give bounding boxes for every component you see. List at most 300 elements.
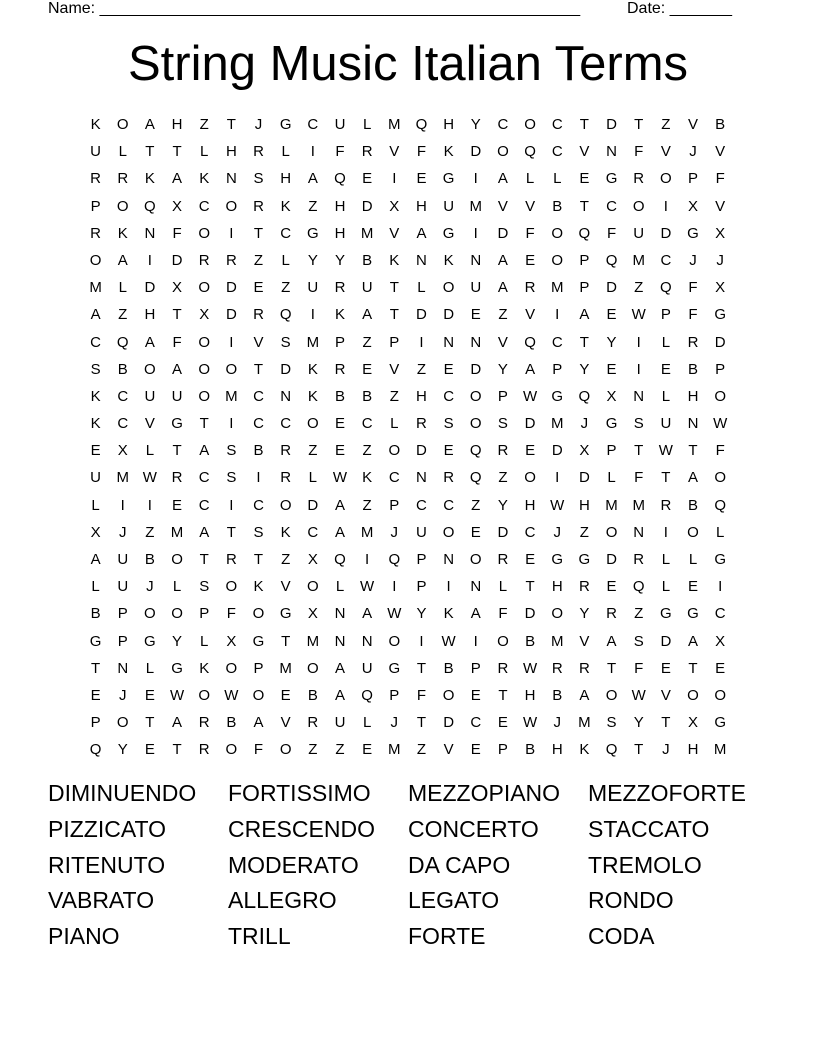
grid-letter: E: [660, 659, 671, 677]
name-field-label: Name: ______________________________________________________: [48, 0, 581, 17]
grid-letter: H: [144, 306, 156, 324]
grid-letter: M: [632, 251, 645, 269]
grid-letter: N: [117, 659, 129, 677]
grid-row: [82, 138, 734, 165]
grid-letter: B: [688, 360, 699, 378]
grid-letter: B: [715, 116, 726, 133]
grid-letter: C: [117, 387, 129, 405]
grid-letter: D: [443, 714, 455, 732]
grid-letter: C: [307, 116, 319, 133]
word-bank-item: FORTE: [408, 923, 486, 950]
grid-letter: E: [497, 714, 508, 732]
grid-letter: S: [253, 523, 264, 541]
grid-letter: G: [605, 415, 618, 433]
grid-letter: L: [281, 143, 290, 161]
grid-letter: W: [658, 442, 673, 460]
grid-letter: J: [390, 523, 399, 541]
grid-letter: A: [307, 170, 318, 188]
grid-letter: A: [199, 442, 210, 460]
word-search-grid: [82, 111, 734, 764]
grid-letter: D: [361, 197, 373, 215]
grid-letter: Z: [362, 496, 372, 514]
grid-letter: Q: [578, 387, 591, 405]
grid-letter: W: [360, 578, 375, 596]
grid-letter: E: [525, 442, 536, 460]
grid-letter: O: [660, 170, 672, 188]
grid-letter: P: [497, 387, 508, 405]
grid-letter: Z: [634, 605, 644, 623]
grid-letter: I: [473, 632, 478, 650]
grid-letter: B: [117, 360, 128, 378]
word-bank-item: DIMINUENDO: [48, 780, 197, 806]
grid-letter: I: [473, 224, 478, 242]
grid-letter: T: [199, 551, 209, 568]
grid-letter: C: [551, 143, 563, 161]
grid-letter: S: [90, 360, 101, 378]
grid-letter: R: [198, 251, 210, 269]
grid-letter: U: [90, 143, 101, 161]
grid-letter: R: [307, 714, 319, 732]
grid-letter: C: [280, 415, 292, 433]
grid-letter: N: [443, 551, 455, 568]
grid-letter: L: [200, 632, 209, 650]
grid-letter: O: [198, 360, 211, 378]
grid-letter: G: [306, 224, 319, 242]
grid-letter: F: [525, 224, 535, 242]
grid-letter: P: [90, 714, 101, 732]
grid-letter: O: [714, 387, 726, 405]
grid-letter: O: [469, 415, 482, 433]
word-bank-item: VABRATO: [48, 887, 155, 914]
grid-letter: V: [389, 143, 400, 161]
grid-row: [82, 546, 734, 573]
grid-letter: N: [334, 632, 346, 650]
grid-letter: A: [470, 605, 481, 623]
grid-letter: X: [606, 387, 617, 405]
grid-letter: H: [171, 116, 183, 133]
grid-letter: I: [663, 197, 668, 215]
grid-letter: B: [688, 496, 699, 514]
grid-letter: F: [688, 279, 698, 297]
grid-letter: Y: [579, 605, 590, 623]
grid-letter: D: [551, 442, 563, 460]
grid-row: [82, 628, 734, 655]
grid-letter: T: [199, 415, 209, 433]
grid-letter: F: [253, 741, 264, 759]
grid-letter: O: [632, 197, 645, 215]
grid-letter: Q: [578, 224, 591, 242]
grid-letter: I: [419, 333, 424, 351]
grid-letter: T: [661, 714, 671, 732]
grid-letter: F: [634, 469, 644, 487]
grid-letter: O: [687, 686, 699, 704]
grid-letter: U: [416, 523, 427, 541]
grid-letter: E: [280, 686, 291, 704]
grid-row: [82, 329, 734, 356]
grid-letter: L: [553, 170, 562, 188]
grid-letter: O: [225, 741, 238, 759]
grid-letter: K: [362, 469, 373, 487]
grid-letter: P: [90, 197, 101, 215]
grid-letter: D: [443, 306, 455, 324]
grid-letter: Z: [362, 442, 372, 460]
grid-letter: I: [663, 523, 668, 541]
grid-letter: Z: [308, 442, 318, 460]
grid-letter: R: [198, 714, 210, 732]
word-bank-item: PIANO: [48, 923, 120, 950]
grid-letter: D: [225, 279, 237, 297]
grid-letter: D: [606, 279, 617, 297]
grid-letter: N: [280, 387, 292, 405]
grid-letter: P: [497, 741, 508, 759]
grid-letter: Y: [334, 251, 345, 269]
grid-letter: N: [144, 224, 156, 242]
grid-letter: W: [224, 686, 239, 704]
grid-letter: T: [253, 360, 264, 378]
grid-letter: J: [662, 741, 670, 759]
grid-letter: K: [90, 116, 101, 133]
grid-row: [82, 464, 734, 491]
grid-letter: I: [256, 469, 261, 487]
grid-letter: F: [226, 605, 236, 623]
grid-letter: I: [229, 496, 234, 514]
grid-letter: E: [334, 415, 345, 433]
grid-letter: I: [636, 333, 641, 351]
grid-letter: V: [660, 143, 671, 161]
grid-letter: T: [634, 442, 644, 460]
grid-letter: P: [470, 659, 481, 677]
grid-letter: X: [199, 306, 210, 324]
grid-letter: S: [253, 170, 264, 188]
grid-letter: I: [147, 496, 152, 514]
grid-letter: G: [171, 415, 183, 433]
grid-letter: Z: [145, 523, 155, 541]
grid-letter: E: [90, 686, 101, 704]
grid-letter: E: [606, 360, 617, 378]
grid-letter: T: [145, 143, 155, 161]
grid-letter: O: [225, 197, 238, 215]
grid-letter: I: [555, 306, 560, 324]
grid-letter: U: [334, 714, 346, 732]
grid-row: [82, 383, 734, 410]
grid-letter: K: [307, 387, 318, 405]
grid-letter: O: [442, 523, 455, 541]
grid-letter: M: [550, 632, 564, 650]
grid-letter: X: [389, 197, 400, 215]
grid-letter: U: [660, 415, 672, 433]
grid-letter: N: [470, 333, 482, 351]
grid-letter: G: [605, 170, 618, 188]
grid-letter: C: [253, 496, 264, 514]
grid-letter: P: [579, 279, 590, 297]
grid-row: [82, 655, 734, 682]
grid-letter: H: [416, 387, 427, 405]
grid-letter: B: [552, 197, 563, 215]
grid-letter: R: [497, 659, 509, 677]
grid-letter: O: [225, 578, 238, 596]
grid-letter: D: [606, 116, 617, 133]
grid-letter: K: [199, 659, 210, 677]
grid-letter: Z: [579, 523, 589, 541]
grid-letter: K: [144, 170, 155, 188]
word-bank-item: RONDO: [588, 887, 674, 914]
grid-letter: E: [470, 686, 481, 704]
grid-letter: V: [525, 197, 536, 215]
grid-letter: D: [416, 306, 427, 324]
grid-letter: W: [522, 387, 538, 405]
grid-letter: M: [170, 523, 184, 541]
grid-letter: I: [365, 551, 370, 568]
grid-letter: W: [631, 306, 646, 324]
grid-letter: H: [416, 197, 427, 215]
grid-letter: K: [334, 306, 345, 324]
grid-letter: K: [253, 578, 264, 596]
grid-letter: M: [116, 469, 129, 487]
grid-letter: G: [714, 551, 726, 568]
grid-letter: G: [687, 224, 699, 242]
grid-letter: C: [117, 415, 129, 433]
grid-letter: W: [332, 469, 348, 487]
grid-letter: O: [198, 686, 211, 704]
grid-letter: B: [144, 551, 155, 568]
grid-letter: T: [253, 224, 264, 242]
grid-letter: C: [90, 333, 101, 351]
grid-letter: R: [90, 224, 101, 242]
grid-letter: R: [633, 170, 645, 188]
grid-letter: L: [118, 279, 127, 297]
grid-letter: O: [551, 251, 564, 269]
grid-letter: R: [633, 551, 645, 568]
grid-letter: S: [226, 442, 237, 460]
grid-letter: P: [416, 578, 427, 596]
grid-letter: R: [606, 605, 617, 623]
grid-letter: T: [688, 442, 698, 460]
word-bank-item: CRESCENDO: [228, 815, 375, 842]
grid-letter: A: [144, 333, 155, 351]
grid-letter: Z: [471, 496, 481, 514]
grid-letter: J: [689, 251, 697, 269]
grid-letter: T: [579, 333, 589, 351]
grid-row: [82, 165, 734, 192]
grid-letter: C: [198, 496, 210, 514]
grid-letter: Z: [308, 741, 318, 759]
word-bank-item: CODA: [588, 923, 655, 950]
grid-letter: E: [362, 360, 373, 378]
grid-letter: X: [579, 442, 590, 460]
grid-letter: P: [117, 605, 128, 623]
grid-letter: F: [172, 224, 182, 242]
grid-letter: R: [280, 442, 292, 460]
grid-letter: I: [555, 469, 560, 487]
grid-letter: V: [525, 306, 536, 324]
grid-letter: R: [578, 659, 590, 677]
grid-row: [82, 356, 734, 383]
grid-letter: C: [361, 415, 373, 433]
grid-letter: K: [443, 143, 454, 161]
grid-letter: W: [713, 415, 728, 433]
grid-letter: R: [334, 360, 346, 378]
grid-letter: D: [416, 442, 427, 460]
grid-letter: O: [144, 360, 156, 378]
grid-letter: T: [90, 659, 101, 677]
grid-letter: B: [443, 659, 454, 677]
grid-letter: C: [714, 605, 726, 623]
grid-letter: Z: [118, 306, 128, 324]
grid-letter: A: [117, 251, 128, 269]
grid-letter: U: [443, 197, 455, 215]
grid-letter: O: [388, 632, 401, 650]
grid-letter: V: [280, 714, 291, 732]
grid-letter: T: [416, 659, 427, 677]
grid-letter: P: [552, 360, 563, 378]
grid-letter: N: [225, 170, 237, 188]
grid-letter: I: [310, 306, 315, 324]
word-bank-item: ALLEGRO: [228, 887, 337, 914]
grid-letter: T: [579, 197, 589, 215]
grid-letter: R: [524, 279, 536, 297]
grid-letter: W: [441, 632, 456, 650]
grid-letter: T: [145, 714, 155, 732]
grid-letter: O: [198, 224, 211, 242]
grid-letter: H: [551, 741, 563, 759]
grid-letter: C: [606, 197, 617, 215]
grid-letter: Q: [714, 496, 726, 514]
grid-letter: O: [388, 442, 401, 460]
grid-letter: C: [497, 116, 509, 133]
grid-letter: C: [280, 224, 292, 242]
grid-letter: R: [253, 197, 264, 215]
grid-letter: J: [118, 523, 127, 541]
grid-letter: N: [416, 251, 427, 269]
grid-letter: Z: [362, 333, 372, 351]
grid-letter: O: [497, 632, 509, 650]
grid-letter: E: [362, 170, 373, 188]
grid-letter: M: [578, 714, 591, 732]
grid-letter: B: [525, 741, 536, 759]
grid-letter: H: [280, 170, 292, 188]
grid-letter: X: [715, 279, 726, 297]
grid-letter: E: [144, 686, 155, 704]
grid-letter: A: [606, 632, 617, 650]
grid-letter: T: [172, 442, 182, 460]
grid-letter: T: [416, 714, 427, 732]
grid-letter: T: [172, 306, 182, 324]
grid-row: [82, 274, 734, 301]
grid-letter: R: [361, 143, 373, 161]
grid-letter: L: [417, 279, 426, 297]
grid-letter: V: [688, 116, 699, 133]
grid-letter: G: [660, 605, 672, 623]
grid-letter: O: [605, 523, 618, 541]
grid-letter: H: [687, 387, 699, 405]
grid-letter: D: [470, 143, 482, 161]
grid-letter: B: [226, 714, 237, 732]
grid-letter: G: [89, 632, 102, 650]
grid-letter: T: [172, 741, 182, 759]
word-bank-item: DA CAPO: [408, 851, 511, 878]
grid-letter: T: [661, 469, 671, 487]
grid-letter: L: [688, 551, 698, 568]
grid-letter: W: [522, 714, 538, 732]
grid-letter: A: [90, 551, 101, 568]
grid-letter: E: [525, 251, 536, 269]
grid-letter: E: [606, 306, 617, 324]
grid-letter: F: [688, 306, 698, 324]
grid-letter: S: [606, 714, 617, 732]
grid-letter: T: [525, 578, 535, 596]
grid-letter: L: [498, 578, 508, 596]
grid-letter: V: [497, 333, 508, 351]
grid-letter: O: [171, 551, 183, 568]
grid-letter: H: [524, 496, 536, 514]
grid-letter: M: [89, 279, 102, 297]
grid-letter: B: [362, 251, 373, 269]
grid-letter: L: [716, 523, 725, 541]
grid-letter: M: [469, 197, 483, 215]
word-bank-item: RITENUTO: [48, 851, 166, 878]
grid-letter: A: [253, 714, 264, 732]
grid-row: [82, 682, 734, 709]
grid-letter: J: [254, 116, 263, 133]
grid-letter: A: [199, 523, 210, 541]
grid-letter: V: [715, 197, 726, 215]
grid-letter: R: [198, 741, 210, 759]
grid-letter: G: [144, 632, 156, 650]
grid-letter: C: [198, 197, 210, 215]
grid-letter: P: [199, 605, 210, 623]
grid-letter: E: [443, 360, 454, 378]
grid-letter: W: [522, 659, 538, 677]
grid-row: [82, 247, 734, 274]
grid-letter: V: [660, 686, 671, 704]
grid-letter: U: [361, 659, 373, 677]
grid-letter: O: [144, 605, 156, 623]
grid-letter: V: [715, 143, 726, 161]
grid-letter: F: [335, 143, 345, 161]
grid-letter: T: [606, 659, 617, 677]
grid-letter: D: [497, 224, 509, 242]
grid-letter: J: [118, 686, 127, 704]
grid-letter: E: [470, 523, 481, 541]
grid-letter: A: [172, 170, 183, 188]
grid-letter: X: [90, 523, 101, 541]
grid-letter: Z: [498, 469, 508, 487]
grid-letter: R: [280, 469, 292, 487]
grid-letter: A: [334, 659, 345, 677]
grid-letter: S: [226, 469, 237, 487]
grid-letter: F: [416, 143, 427, 161]
grid-letter: V: [253, 333, 264, 351]
grid-letter: U: [334, 116, 346, 133]
grid-letter: N: [470, 578, 482, 596]
grid-letter: O: [442, 279, 455, 297]
grid-letter: T: [281, 632, 291, 650]
grid-letter: P: [688, 170, 699, 188]
grid-letter: R: [578, 578, 590, 596]
grid-letter: E: [470, 741, 481, 759]
grid-letter: L: [390, 415, 399, 433]
grid-letter: B: [307, 686, 318, 704]
grid-letter: A: [90, 306, 101, 324]
grid-letter: O: [306, 659, 319, 677]
grid-letter: C: [524, 523, 536, 541]
word-bank-item: MEZZOFORTE: [588, 780, 747, 806]
grid-letter: B: [334, 387, 345, 405]
grid-letter: M: [550, 415, 564, 433]
grid-letter: U: [144, 387, 156, 405]
grid-letter: N: [606, 143, 617, 161]
word-bank-item: PIZZICATO: [48, 815, 166, 842]
